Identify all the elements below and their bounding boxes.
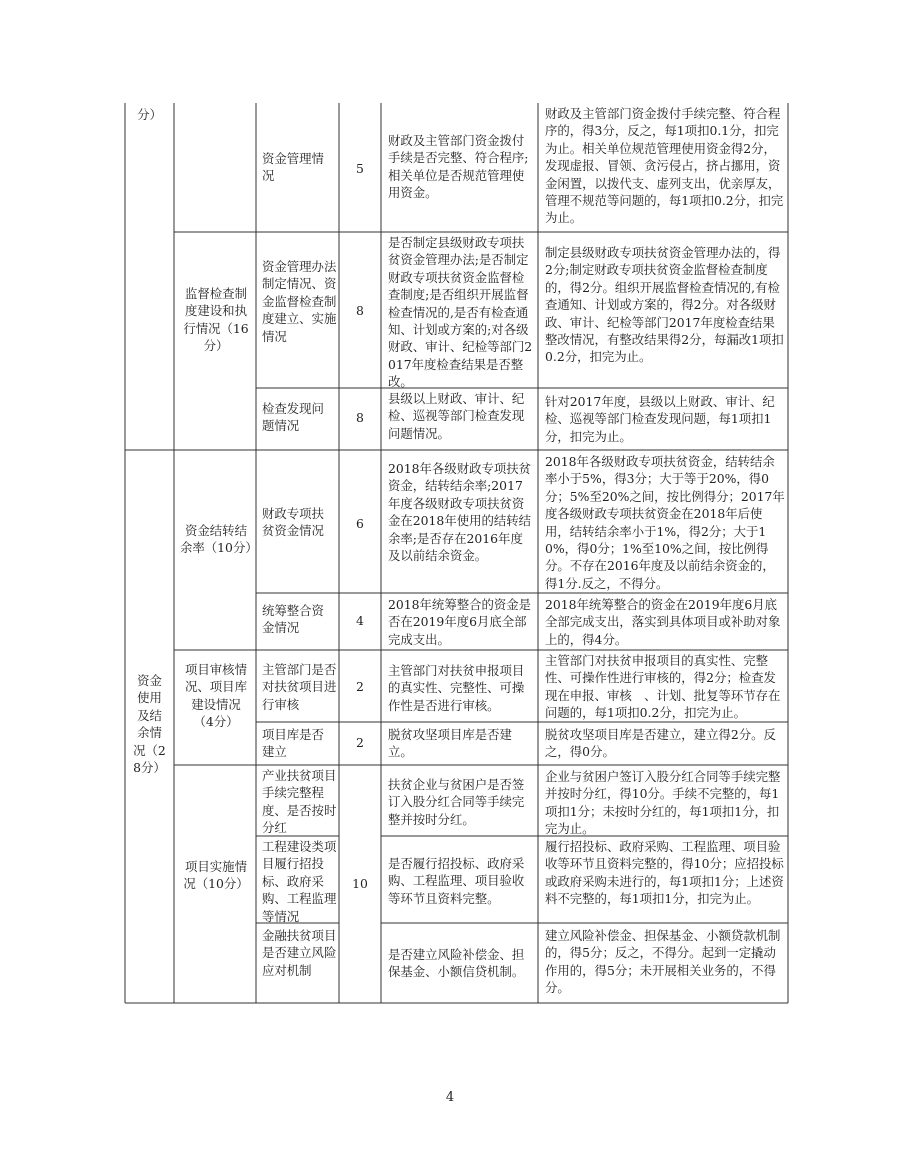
content-cell: 扶贫企业与贫困户是否签订入股分红合同等手续完整并按时分红。	[388, 777, 525, 827]
item-cell: 资金管理办法制定情况、资金监督检查制度建立、实施情况	[262, 259, 337, 344]
standard-cell: 2018年统筹整合的资金在2019年度6月底全部完成支出，落实到具体项目或补助对象上的，得4分。	[545, 597, 781, 647]
group-label-cell: 资金使用及结余情况（28分）	[133, 673, 166, 776]
content-cell: 2018年统筹整合的资金是否在2019年度6月底全部完成支出。	[388, 597, 532, 647]
standard-cell: 脱贫攻坚项目库是否建立，建立得2分。反之，得0分。	[545, 727, 776, 760]
standard-cell: 制定县级财政专项扶贫资金管理办法的，得2分;制定财政专项扶贫资金监督检查制度的，得2分。组织开展监督检查情况的,有检查通知、计划或方案的，得2分。对各级财政、审计、纪检等部门2017年度检查结果整改情况，有整改结果得2分，每漏改1项扣0.2分，扣完为止。	[545, 245, 784, 365]
standard-cell: 2018年各级财政专项扶贫资金，结转结余率小于5%，得3分；大于等于20%，得0分；5%至20%之间，按比例得分；2017年度各级财政专项扶贫资金在2018年后使用，结转结余率小于1%，得2分；大于10%，得0分；1%至10%之间，按比例得分。不存在2016年度及以前结余资金的，得1分.反之，不得分。	[545, 454, 785, 591]
group2-cell: 资金结转结余率（10分）	[180, 523, 258, 556]
item-cell: 工程建设类项目履行招投标、政府采购、工程监理等情况	[262, 839, 337, 924]
group2-cell: 项目审核情况、项目库建设情况 （4分）	[185, 662, 254, 730]
score-cell: 2	[356, 679, 364, 694]
content-cell: 2018年各级财政专项扶贫资金，结转结余率;2017年度各级财政专项扶贫资金在2018年使用的结转结余率;是否存在2016年度及以前结余资金。	[388, 461, 532, 564]
content-cell: 县级以上财政、审计、纪检、巡视等部门检查发现问题情况。	[388, 391, 525, 441]
content-cell: 财政及主管部门资金拨付手续是否完整、符合程序;相关单位是否规范管理使用资金。	[388, 133, 529, 201]
page-number: 4	[445, 1090, 455, 1105]
standard-cell: 主管部门对扶贫申报项目的真实性、完整性、可操作性进行审核的，得2分；检查发现在申报、审核 、计划、批复等环节存在问题的，每1项扣0.2分，扣完为止。	[545, 653, 781, 721]
standard-cell: 建立风险补偿金、担保基金、小额贷款机制的，得5分；反之，不得分。起到一定撬动作用的，得5分；未开展相关业务的，不得分。	[545, 928, 781, 996]
group2-cell: 监督检查制度建设和执行情况（16分）	[183, 286, 249, 354]
score-cell: 4	[356, 613, 364, 628]
item-cell: 产业扶贫项目手续完整程度、是否按时分红	[262, 768, 337, 836]
score-cell: 8	[356, 410, 364, 425]
item-cell: 项目库是否建立	[262, 727, 324, 760]
score-cell: 10	[352, 876, 368, 891]
item-cell: 统筹整合资金情况	[262, 603, 324, 636]
item-cell: 金融扶贫项目是否建立风险应对机制	[262, 928, 337, 978]
score-cell: 6	[356, 516, 364, 531]
content-cell: 主管部门对扶贫申报项目的真实性、完整性、可操作性是否进行审核。	[388, 663, 525, 713]
group2-cell: 项目实施情况（10分）	[183, 859, 249, 892]
score-cell: 8	[356, 303, 364, 318]
item-cell: 检查发现问题情况	[262, 401, 324, 434]
standard-cell: 企业与贫困户签订入股分红合同等手续完整并按时分红，得10分。手续不完整的，每1项扣1分；未按时分红的，每1项扣1分，扣完为止。	[545, 769, 781, 837]
content-cell: 是否建立风险补偿金、担保基金、小额信贷机制。	[388, 947, 525, 980]
group-label-cell: 分）	[137, 107, 162, 122]
item-cell: 主管部门是否对扶贫项目进行审核	[262, 662, 337, 712]
score-cell: 5	[356, 161, 364, 176]
standard-cell: 财政及主管部门资金拨付手续完整、符合程序的，得3分，反之，每1项扣0.1分，扣完为止。相关单位规范管理使用资金得2分，发现虚报、冒领、贪污侵占，挤占挪用，资金闲置，以拨代支、虚列支出，优亲厚友，管理不规范等问题的，每1项扣0.2分，扣完为止。	[545, 106, 784, 226]
item-cell: 财政专项扶贫资金情况	[262, 506, 324, 539]
score-cell: 2	[356, 735, 364, 750]
standard-cell: 针对2017年度，县级以上财政、审计、纪检、巡视等部门检查发现问题，每1项扣1分，扣完为止。	[545, 394, 775, 444]
content-cell: 脱贫攻坚项目库是否建立。	[388, 727, 512, 760]
content-cell: 是否制定县级财政专项扶贫资金管理办法;是否制定财政专项扶贫资金监督检查制度;是否组织开展监督检查情况的,是否有检查通知、计划或方案的;对各级财政、审计、纪检等部门2017年度检查结果是否整改。	[388, 235, 533, 390]
standard-cell: 履行招投标、政府采购、工程监理、项目验收等环节且资料完整的，得10分；应招投标或政府采购未进行的，每1项扣1分；上述资料不完整的，每1项扣1分，扣完为止。	[545, 839, 784, 907]
content-cell: 是否履行招投标、政府采购、工程监理、项目验收等环节且资料完整。	[388, 856, 525, 906]
item-cell: 资金管理情况	[262, 151, 324, 184]
